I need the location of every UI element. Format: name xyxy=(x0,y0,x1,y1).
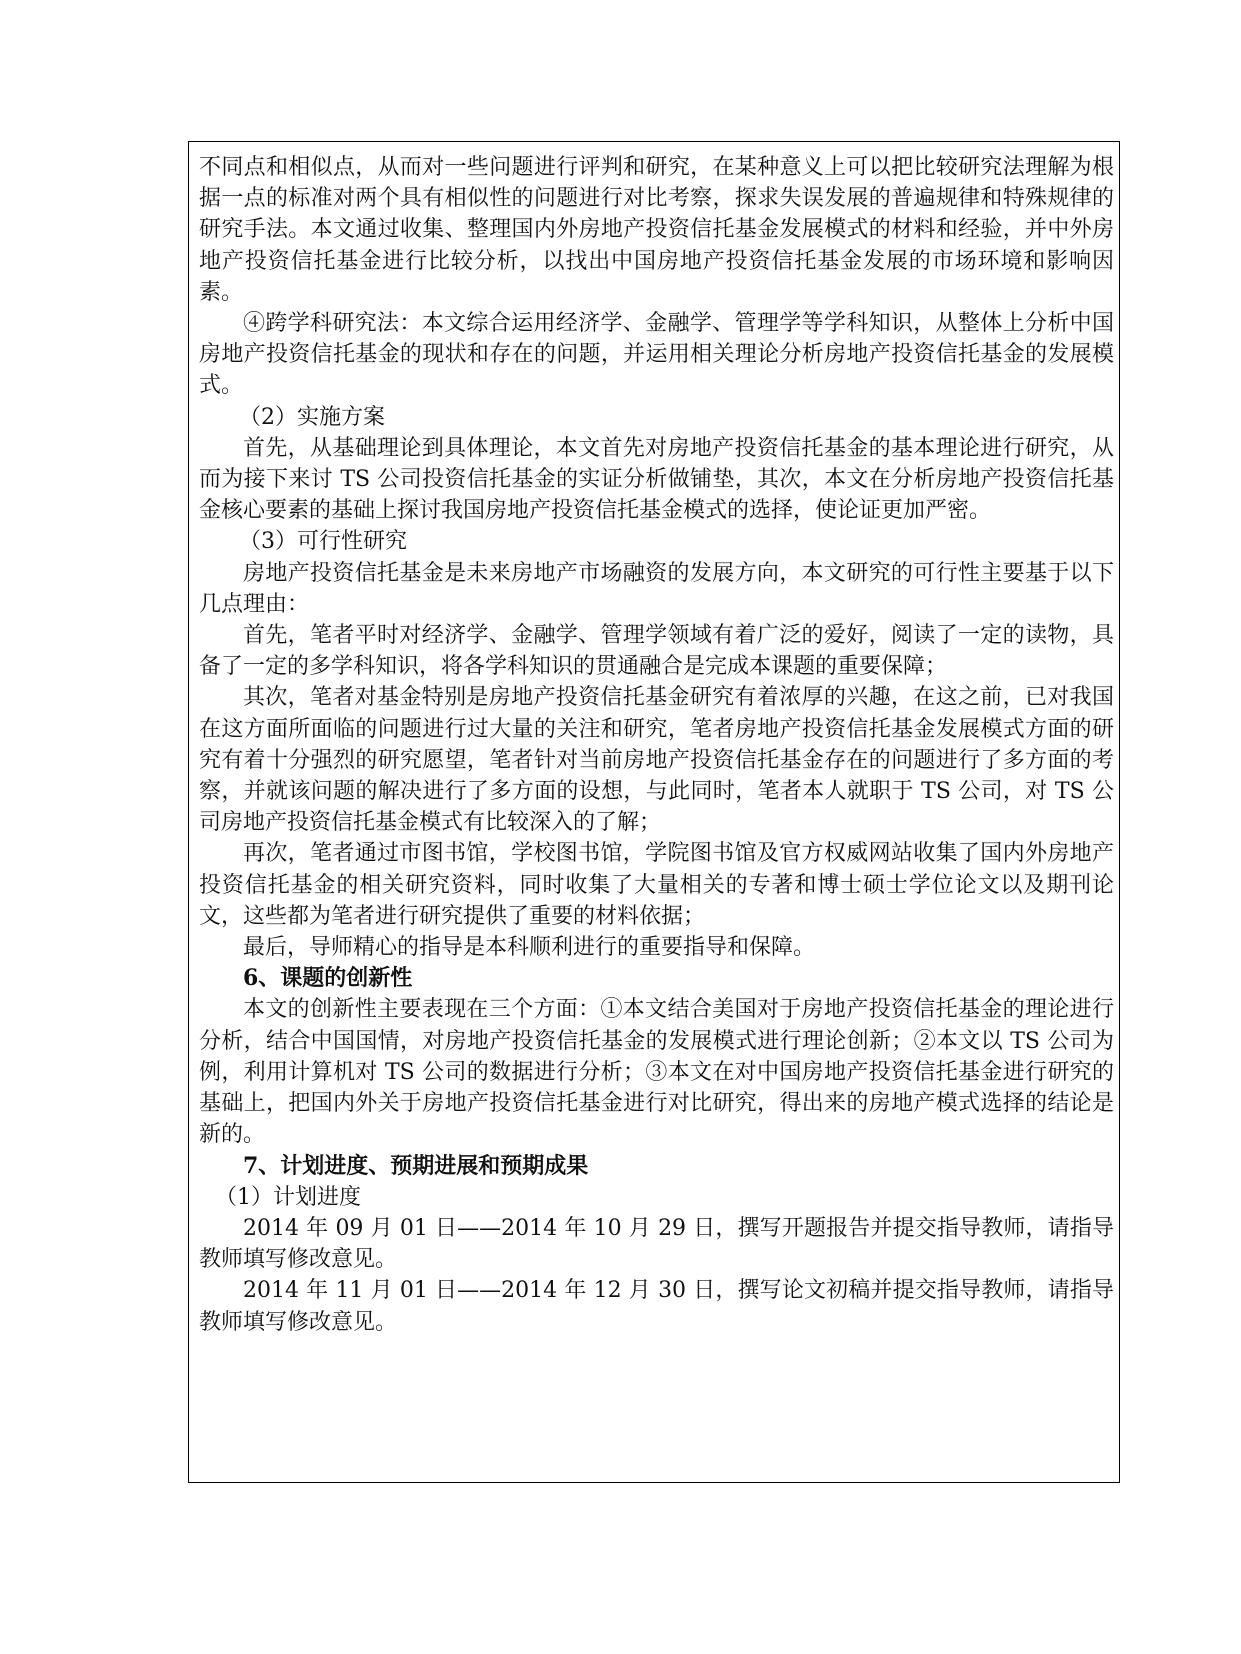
paragraph-innovation: 本文的创新性主要表现在三个方面：①本文结合美国对于房地产投资信托基金的理论进行分析，结合中国国情，对房地产投资信托基金的发展模式进行理论创新；②本文以 TS 公司为例，利用计算机对 TS 公司的数据进行分析；③本文在对中国房地产投资信托基金进行研究的基础上，把国内外关于房地产投资信托基金进行对比研究，得出来的房地产模式选择的结论是新的。 xyxy=(199,997,1114,1148)
heading-schedule: 7、计划进度、预期进展和预期成果 xyxy=(243,1152,589,1179)
subheading-schedule: （1）计划进度 xyxy=(215,1184,361,1210)
paragraph-feasibility-intro: 房地产投资信托基金是未来房地产市场融资的发展方向，本文研究的可行性主要基于以下几点理由： xyxy=(199,560,1114,617)
paragraph-feasibility-third: 再次，笔者通过市图书馆，学校图书馆，学院图书馆及官方权威网站收集了国内外房地产投资信托基金的相关研究资料，同时收集了大量相关的专著和博士硕士学位论文以及期刊论文，这些都为笔者进行研究提供了重要的材料依据； xyxy=(199,841,1114,929)
paragraph-implementation-plan: 首先，从基础理论到具体理论，本文首先对房地产投资信托基金的基本理论进行研究，从而为接下来讨 TS 公司投资信托基金的实证分析做铺垫，其次，本文在分析房地产投资信托基金核心要素的基础上探讨我国房地产投资信托基金模式的选择，使论证更加严密。 xyxy=(199,435,1114,524)
paragraph-comparative-method-cont: 不同点和相似点，从而对一些问题进行评判和研究，在某种意义上可以把比较研究法理解为根据一点的标准对两个具有相似性的问题进行对比考察，探求失误发展的普遍规律和特殊规律的研究手法。本文通过收集、整理国内外房地产投资信托基金发展模式的材料和经验，并中外房地产投资信托基金进行比较分析，以找出中国房地产投资信托基金发展的市场环境和影响因素。 xyxy=(199,155,1114,305)
paragraph-schedule-item-1: 2014 年 09 月 01 日——2014 年 10 月 29 日，撰写开题报告并提交指导教师，请指导教师填写修改意见。 xyxy=(199,1215,1114,1273)
paragraph-schedule-item-2: 2014 年 11 月 01 日——2014 年 12 月 30 日，撰写论文初稿并提交指导教师，请指导教师填写修改意见。 xyxy=(199,1278,1114,1335)
paragraph-feasibility-second: 其次，笔者对基金特别是房地产投资信托基金研究有着浓厚的兴趣，在这之前，已对我国在这方面所面临的问题进行过大量的关注和研究，笔者房地产投资信托基金发展模式方面的研究有着十分强烈的研究愿望，笔者针对当前房地产投资信托基金存在的问题进行了多方面的考察，并就该问题的解决进行了多方面的设想，与此同时，笔者本人就职于 TS 公司，对 TS 公司房地产投资信托基金模式有比较深入的了解； xyxy=(199,685,1114,836)
document-body xyxy=(199,152,1114,1338)
paragraph-feasibility-first: 首先，笔者平时对经济学、金融学、管理学领域有着广泛的爱好，阅读了一定的读物，具备了一定的多学科知识，将各学科知识的贯通融合是完成本课题的重要保障； xyxy=(199,623,1114,680)
subheading-feasibility: （3）可行性研究 xyxy=(239,529,407,555)
paragraph-feasibility-last: 最后，导师精心的指导是本科顺利进行的重要指导和保障。 xyxy=(243,935,816,961)
heading-innovation: 6、课题的创新性 xyxy=(243,965,413,992)
subheading-implementation-plan: （2）实施方案 xyxy=(239,404,385,430)
paragraph-interdisciplinary-method: ④跨学科研究法：本文综合运用经济学、金融学、管理学等学科知识，从整体上分析中国房地产投资信托基金的现状和存在的问题，并运用相关理论分析房地产投资信托基金的发展模式。 xyxy=(199,311,1114,399)
